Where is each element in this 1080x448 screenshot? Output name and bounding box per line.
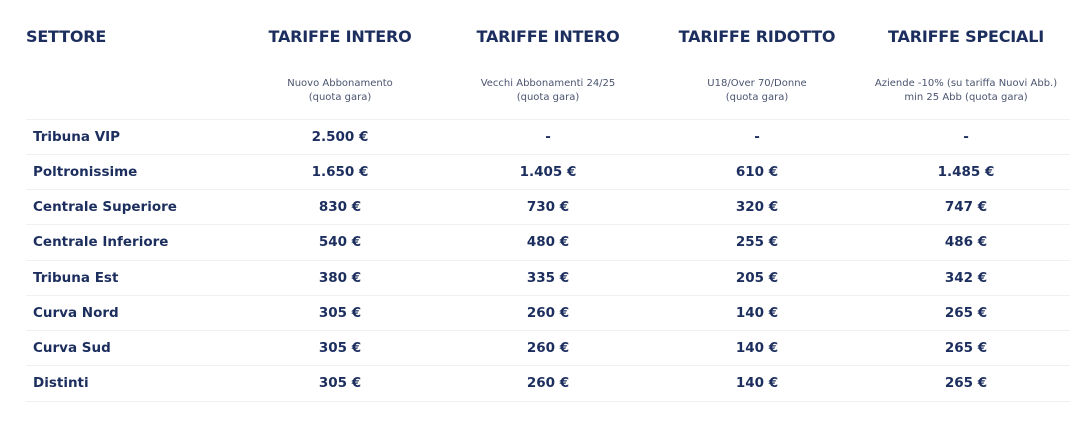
subheader-speciali [875,77,1057,105]
row-value-speciali: 265 € [944,340,988,356]
row-value-ridotto: 140 € [735,340,779,356]
row-value-intero-vecchi: 335 € [526,270,570,286]
row-value-intero-nuovi: 2.500 € [311,129,369,145]
header-settore: SETTORE [26,27,107,46]
subheader-line: (quota gara) [725,92,789,103]
row-value-ridotto: 140 € [735,305,779,321]
row-value-ridotto: 205 € [735,270,779,286]
subheader-line: U18/Over 70/Donne [707,78,807,89]
subheader-ridotto [707,77,806,105]
subheader-line: Vecchi Abbonamenti 24/25 [480,78,616,89]
row-value-intero-nuovi: 380 € [318,270,362,286]
row-settore: Distinti [33,375,89,391]
table-row [26,330,1070,366]
row-value-ridotto: 320 € [735,199,779,215]
row-value-intero-vecchi: 730 € [526,199,570,215]
subheader-line: Nuovo Abbonamento [287,78,393,89]
row-value-ridotto: 140 € [735,375,779,391]
row-value-speciali: 486 € [944,234,988,250]
row-value-speciali: 1.485 € [937,164,995,180]
table-row [26,154,1070,190]
row-value-intero-vecchi: 260 € [526,375,570,391]
row-value-speciali: - [963,129,969,145]
row-value-intero-vecchi: 260 € [526,305,570,321]
table-row [26,365,1070,402]
subheader-line: Aziende -10% (su tariffa Nuovi Abb.) [874,78,1058,89]
row-value-intero-nuovi: 305 € [318,375,362,391]
row-value-ridotto: - [754,129,760,145]
row-value-ridotto: 610 € [735,164,779,180]
table-row [26,189,1070,225]
row-value-intero-vecchi: - [545,129,551,145]
row-value-intero-nuovi: 305 € [318,305,362,321]
row-value-speciali: 265 € [944,305,988,321]
header-tariffe-intero-vecchi: TARIFFE INTERO [476,27,620,46]
subheader-nuovo-abbonamento [287,77,393,105]
table-row [26,295,1070,331]
row-value-speciali: 747 € [944,199,988,215]
row-value-intero-nuovi: 830 € [318,199,362,215]
subheader-line: (quota gara) [308,92,372,103]
subheader-vecchi-abbonamenti [481,77,616,105]
subheader-line: (quota gara) [516,92,580,103]
row-value-intero-vecchi: 480 € [526,234,570,250]
row-value-intero-vecchi: 1.405 € [519,164,577,180]
row-settore: Centrale Inferiore [33,234,169,250]
row-settore: Poltronissime [33,164,138,180]
table-row [26,224,1070,260]
table-row [26,260,1070,296]
row-value-speciali: 342 € [944,270,988,286]
row-value-intero-vecchi: 260 € [526,340,570,356]
header-tariffe-intero-nuovi: TARIFFE INTERO [268,27,412,46]
row-settore: Centrale Superiore [33,199,177,215]
row-settore: Tribuna VIP [33,129,121,145]
header-tariffe-speciali: TARIFFE SPECIALI [888,27,1044,46]
row-settore: Tribuna Est [33,270,119,286]
row-value-ridotto: 255 € [735,234,779,250]
row-settore: Curva Sud [33,340,111,356]
table-row [26,119,1070,155]
subheader-line: min 25 Abb (quota gara) [904,92,1028,103]
row-value-intero-nuovi: 305 € [318,340,362,356]
row-value-intero-nuovi: 1.650 € [311,164,369,180]
row-value-speciali: 265 € [944,375,988,391]
row-settore: Curva Nord [33,305,119,321]
header-tariffe-ridotto: TARIFFE RIDOTTO [678,27,836,46]
row-value-intero-nuovi: 540 € [318,234,362,250]
